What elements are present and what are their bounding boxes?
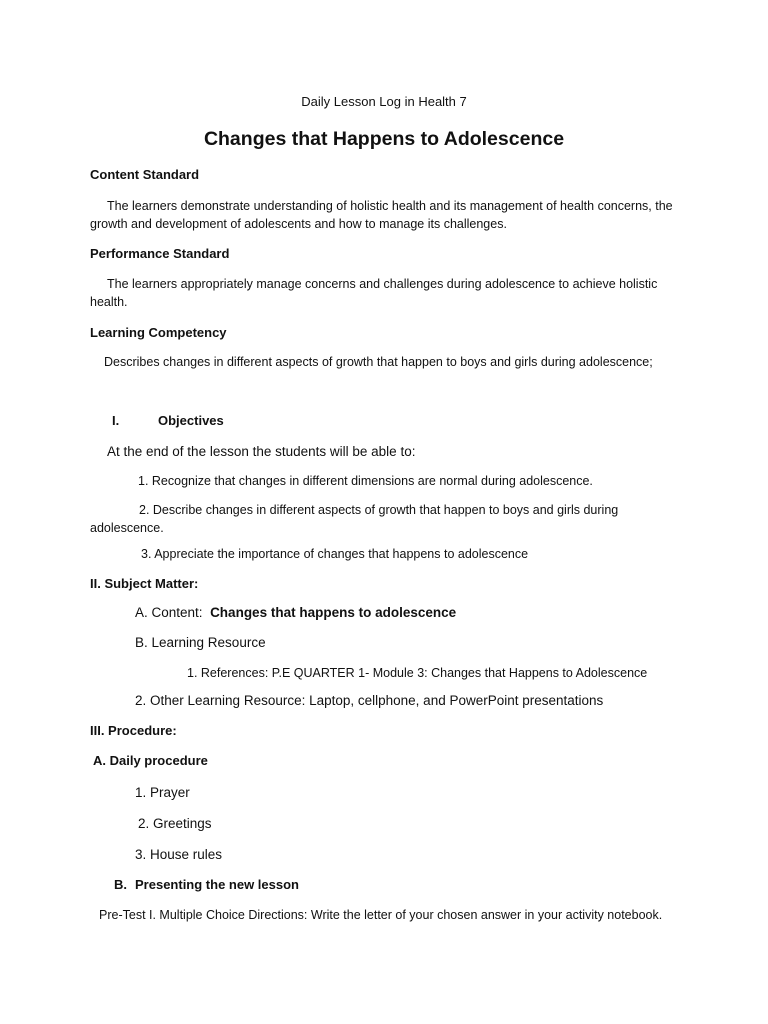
references-line: 1. References: P.E QUARTER 1- Module 3: Changes that Happens to Adolescence: [187, 666, 648, 680]
content-standard-heading: Content Standard: [90, 167, 200, 182]
document-title: Changes that Happens to Adolescence: [203, 128, 565, 150]
learning-competency-text: Describes changes in different aspects of growth that happen to boys and girls during adolescence;: [104, 355, 653, 369]
objectives-heading-label: Objectives: [158, 413, 224, 428]
content-standard-text: The learners demonstrate understanding of holistic health and its management of health concerns, the growth and development of adolescents and how to manage its challenges.: [90, 199, 673, 231]
content-label: A. Content:: [135, 605, 203, 620]
daily-procedure-heading: A. Daily procedure: [93, 753, 208, 768]
presenting-lesson-label: Presenting the new lesson: [135, 877, 299, 892]
objective-item: 1. Recognize that changes in different dimensions are normal during adolescence.: [138, 474, 593, 488]
learning-competency-heading: Learning Competency: [90, 325, 227, 340]
procedure-heading: III. Procedure:: [90, 723, 177, 738]
performance-standard-heading: Performance Standard: [90, 246, 230, 261]
daily-procedure-item: 1. Prayer: [135, 785, 190, 800]
content-line: [135, 605, 456, 621]
pretest-directions: Pre-Test I. Multiple Choice Directions: Write the letter of your chosen answer in your activity notebook.: [99, 908, 663, 922]
other-resources-line: 2. Other Learning Resource: Laptop, cellphone, and PowerPoint presentations: [135, 693, 604, 708]
daily-procedure-item: 2. Greetings: [138, 816, 212, 831]
objectives-intro: At the end of the lesson the students will be able to:: [107, 444, 416, 459]
objectives-heading: [112, 413, 224, 429]
subject-matter-heading: II. Subject Matter:: [90, 576, 199, 591]
content-value: Changes that happens to adolescence: [210, 605, 457, 620]
presenting-lesson-heading: [114, 877, 299, 893]
performance-standard-text: The learners appropriately manage concerns and challenges during adolescence to achieve holistic health.: [90, 277, 658, 309]
objective-item: 2. Describe changes in different aspects of growth that happen to boys and girls during adolescence.: [90, 503, 619, 535]
document-kicker: Daily Lesson Log in Health 7: [301, 94, 467, 109]
objective-item: 3. Appreciate the importance of changes that happens to adolescence: [141, 547, 529, 561]
learning-resource-label: B. Learning Resource: [135, 635, 266, 650]
presenting-lesson-numeral: B.: [114, 877, 127, 892]
objectives-numeral: I.: [112, 413, 120, 428]
daily-procedure-item: 3. House rules: [135, 847, 223, 862]
